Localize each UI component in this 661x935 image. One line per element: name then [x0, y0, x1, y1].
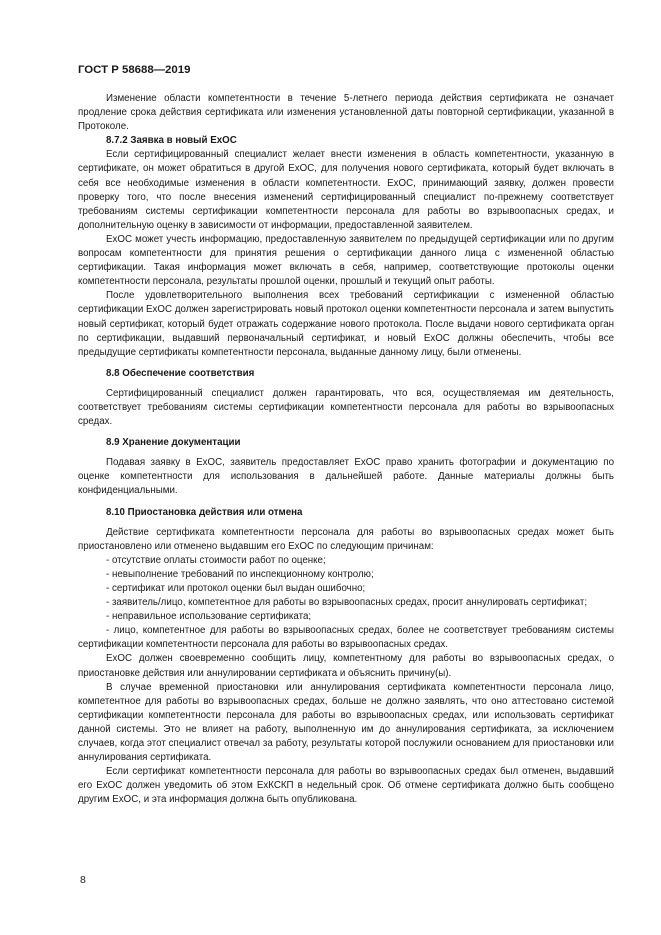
section-title-8-8: 8.8 Обеспечение соответствия — [106, 367, 255, 379]
list-item: - отсутствие оплаты стоимости работ по оценке; — [106, 554, 326, 566]
list-item: - лицо, компетентное для работы во взрывоопасных средах, более не соответствует требованиям системы сертификации компетентности персонала для работы во взрывоопасных средах. — [78, 625, 614, 651]
section-title-8-10: 8.10 Приостановка действия или отмена — [106, 506, 303, 518]
subsection-title-8-7-2: 8.7.2 Заявка в новый ExOC — [106, 135, 237, 147]
list-item: - заявитель/лицо, компетентное для работы во взрывоопасных средах, просит аннулировать сертификат; — [106, 597, 588, 609]
paragraph-scope-change: Изменение области компетентности в течение 5-летнего периода действия сертификата не означает продление срока действия сертификата или изменения установленной даты повторной сертификации, указанной в Протоколе. — [78, 93, 614, 133]
paragraph-documentation: Подавая заявку в ExOC, заявитель предоставляет ExOC право хранить фотографии и документацию по оценке компетентности для использования в дальнейшей работе. Данные материалы должны быть конфиденциальными. — [78, 457, 614, 497]
paragraph-compliance: Сертифицированный специалист должен гарантировать, что вся, осуществляемая им деятельность, соответствует требованиям системы сертификации компетентности персонала для работы во взрывоопасных средах. — [78, 387, 614, 428]
page-body — [78, 92, 614, 808]
standard-header: ГОСТ Р 58688—2019 — [78, 64, 191, 76]
section-title-8-9: 8.9 Хранение документации — [106, 437, 241, 449]
paragraph-revocation-notice: Если сертификат компетентности персонала для работы во взрывоопасных средах был отменен, выдавший его ExOC должен уведомить об этом ExКСКП в недельный срок. Об отмене сертификата должно быть сообщено другим ExOC, и эта информация должна быть опубликована. — [78, 766, 614, 806]
paragraph-new-protocol: После удовлетворительного выполнения всех требований сертификации с измененной областью сертификации ExOC должен зарегистрировать новый протокол оценки компетентности персонала и затем выпустить новый сертификат, который будет отражать содержание нового протокола. После выдачи нового сертификата орган по сертификации, выдавший первоначальный сертификат, и новый ExOC должны обеспечить, чтобы все предыдущие сертификаты компетентности персонала, выданные данному лицу, были отменены. — [78, 290, 614, 358]
paragraph-temporary-suspension: В случае временной приостановки или аннулирования сертификата компетентности персонала лицо, компетентное для работы во взрывоопасных средах, больше не должно заявлять, что оно аттестовано системой сертификации компетентности персонала для работы во взрывоопасных средах, или использовать сертификат данной системы. Это не влияет на работу, выполненную им до аннулирования сертификата, за исключением случаев, когда этот специалист отвечал за работу, результаты которой послужили основанием для приостановки или аннулирования сертификата. — [78, 681, 614, 764]
paragraph-exoc-info: ExOC может учесть информацию, предоставленную заявителем по предыдущей сертификации или по другим вопросам компетентности для принятия решения о сертификации данного лица с измененной областью сертификации. Такая информация может включать в себя, например, соответствующие протоколы оценки компетентности персонала, результаты прошлой оценки, прошлый и текущий опыт работы. — [78, 233, 614, 288]
paragraph-new-exoc-request: Если сертифицированный специалист желает внести изменения в область компетентности, указанную в сертификате, он может обратиться в другой ExOC, для получения нового сертификата, который будет включать в себя все необходимые изменения в области компетентности. ExOC, принимающий заявку, должен провести проверку того, что после внесения изменений сертифицированный специалист по-прежнему соответствует требованиям системы сертификации компетентности персонала для работы во взрывоопасных средах, и дополнительную оценку в зависимости от информации, предоставленной заявителем. — [78, 149, 614, 231]
list-item: - неправильное использование сертификата; — [106, 611, 312, 623]
paragraph-notify-person: ExOC должен своевременно сообщить лицу, компетентному для работы во взрывоопасных средах, о приостановке действия или аннулировании сертификата и объяснить причину(ы). — [78, 653, 614, 679]
list-item: - невыполнение требований по инспекционному контролю; — [106, 568, 374, 580]
paragraph-suspension-reasons: Действие сертификата компетентности персонала для работы во взрывоопасных средах может быть приостановлено или отменено выдавшим его ExOC по следующим причинам: — [78, 526, 614, 552]
list-item: - сертификат или протокол оценки был выдан ошибочно; — [106, 583, 366, 594]
page-number: 8 — [80, 874, 86, 886]
